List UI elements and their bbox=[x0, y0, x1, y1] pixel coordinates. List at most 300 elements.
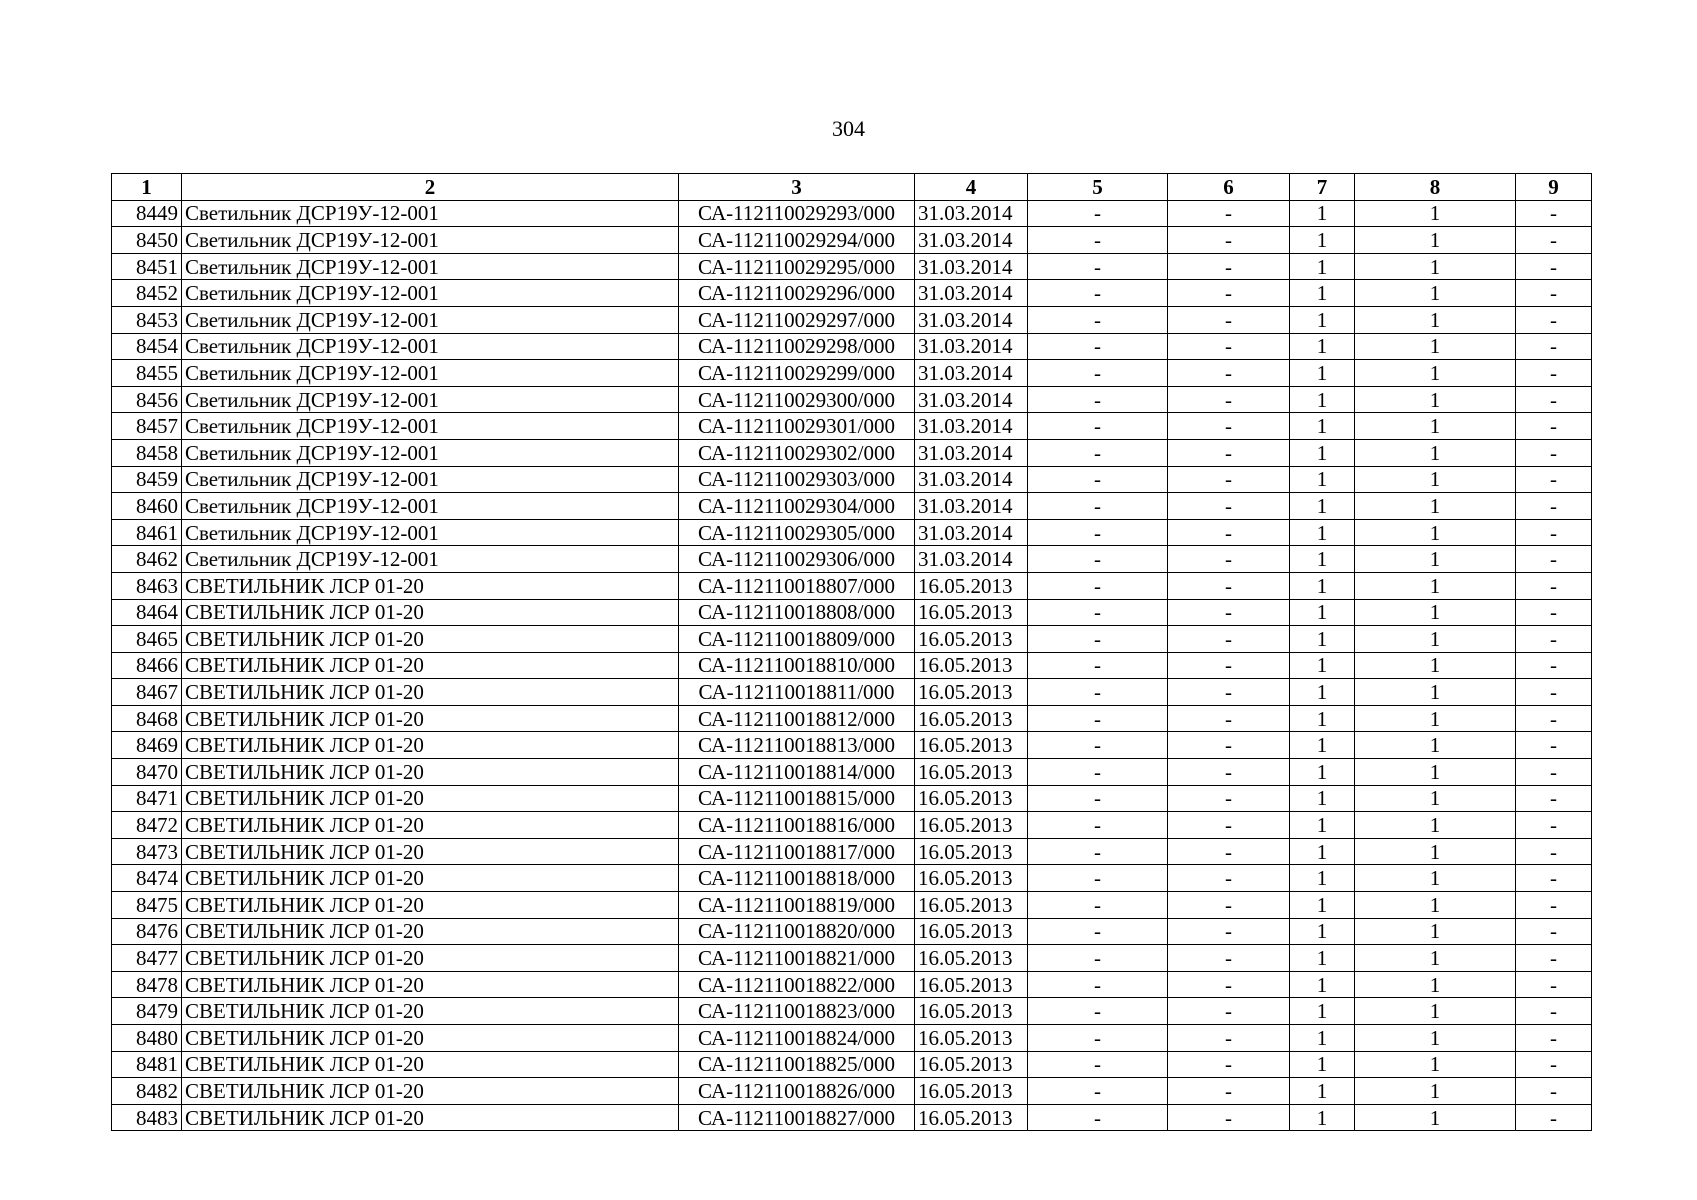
table-row bbox=[112, 652, 1592, 679]
col6-value-cell: - bbox=[1168, 759, 1290, 786]
col8-value-cell: 1 bbox=[1355, 493, 1516, 520]
col8-value-cell: 1 bbox=[1355, 971, 1516, 998]
item-name-cell: Светильник ДСР19У-12-001 bbox=[182, 227, 679, 254]
date-cell: 31.03.2014 bbox=[915, 413, 1028, 440]
col7-value-cell: 1 bbox=[1290, 679, 1355, 706]
col5-value-cell: - bbox=[1028, 679, 1168, 706]
col6-value-cell: - bbox=[1168, 918, 1290, 945]
table-row bbox=[112, 971, 1592, 998]
inventory-number-cell: СА-112110018818/000 bbox=[679, 865, 915, 892]
inventory-number-cell: СА-112110029300/000 bbox=[679, 386, 915, 413]
table-row bbox=[112, 227, 1592, 254]
inventory-number-cell: СА-112110029299/000 bbox=[679, 360, 915, 387]
row-number-cell: 8472 bbox=[112, 812, 182, 839]
col5-value-cell: - bbox=[1028, 759, 1168, 786]
date-cell: 16.05.2013 bbox=[915, 572, 1028, 599]
inventory-number-cell: СА-112110018808/000 bbox=[679, 599, 915, 626]
col7-value-cell: 1 bbox=[1290, 386, 1355, 413]
inventory-number-cell: СА-112110018821/000 bbox=[679, 945, 915, 972]
row-number-cell: 8460 bbox=[112, 493, 182, 520]
column-header: 5 bbox=[1028, 174, 1168, 201]
col8-value-cell: 1 bbox=[1355, 200, 1516, 227]
col9-value-cell: - bbox=[1516, 306, 1592, 333]
date-cell: 16.05.2013 bbox=[915, 838, 1028, 865]
col8-value-cell: 1 bbox=[1355, 1078, 1516, 1105]
item-name-cell: СВЕТИЛЬНИК ЛСР 01-20 bbox=[182, 971, 679, 998]
inventory-number-cell: СА-112110029294/000 bbox=[679, 227, 915, 254]
col9-value-cell: - bbox=[1516, 705, 1592, 732]
row-number-cell: 8456 bbox=[112, 386, 182, 413]
col8-value-cell: 1 bbox=[1355, 865, 1516, 892]
row-number-cell: 8452 bbox=[112, 280, 182, 307]
col8-value-cell: 1 bbox=[1355, 253, 1516, 280]
col7-value-cell: 1 bbox=[1290, 493, 1355, 520]
item-name-cell: СВЕТИЛЬНИК ЛСР 01-20 bbox=[182, 652, 679, 679]
col5-value-cell: - bbox=[1028, 546, 1168, 573]
col7-value-cell: 1 bbox=[1290, 413, 1355, 440]
inventory-number-cell: СА-112110029293/000 bbox=[679, 200, 915, 227]
col8-value-cell: 1 bbox=[1355, 918, 1516, 945]
col6-value-cell: - bbox=[1168, 838, 1290, 865]
col8-value-cell: 1 bbox=[1355, 466, 1516, 493]
row-number-cell: 8477 bbox=[112, 945, 182, 972]
col9-value-cell: - bbox=[1516, 759, 1592, 786]
col6-value-cell: - bbox=[1168, 865, 1290, 892]
col7-value-cell: 1 bbox=[1290, 1051, 1355, 1078]
col9-value-cell: - bbox=[1516, 360, 1592, 387]
table-row bbox=[112, 1104, 1592, 1131]
date-cell: 31.03.2014 bbox=[915, 306, 1028, 333]
col6-value-cell: - bbox=[1168, 466, 1290, 493]
date-cell: 16.05.2013 bbox=[915, 626, 1028, 653]
item-name-cell: СВЕТИЛЬНИК ЛСР 01-20 bbox=[182, 865, 679, 892]
col6-value-cell: - bbox=[1168, 519, 1290, 546]
date-cell: 16.05.2013 bbox=[915, 971, 1028, 998]
col6-value-cell: - bbox=[1168, 439, 1290, 466]
item-name-cell: Светильник ДСР19У-12-001 bbox=[182, 386, 679, 413]
inventory-number-cell: СА-112110018816/000 bbox=[679, 812, 915, 839]
row-number-cell: 8463 bbox=[112, 572, 182, 599]
col5-value-cell: - bbox=[1028, 652, 1168, 679]
table-row bbox=[112, 626, 1592, 653]
col9-value-cell: - bbox=[1516, 892, 1592, 919]
col6-value-cell: - bbox=[1168, 945, 1290, 972]
col9-value-cell: - bbox=[1516, 466, 1592, 493]
inventory-number-cell: СА-112110029296/000 bbox=[679, 280, 915, 307]
col6-value-cell: - bbox=[1168, 1051, 1290, 1078]
col7-value-cell: 1 bbox=[1290, 227, 1355, 254]
row-number-cell: 8471 bbox=[112, 785, 182, 812]
date-cell: 16.05.2013 bbox=[915, 1025, 1028, 1052]
date-cell: 16.05.2013 bbox=[915, 652, 1028, 679]
col6-value-cell: - bbox=[1168, 360, 1290, 387]
row-number-cell: 8453 bbox=[112, 306, 182, 333]
col8-value-cell: 1 bbox=[1355, 679, 1516, 706]
col6-value-cell: - bbox=[1168, 572, 1290, 599]
table-row bbox=[112, 572, 1592, 599]
row-number-cell: 8482 bbox=[112, 1078, 182, 1105]
col9-value-cell: - bbox=[1516, 546, 1592, 573]
col5-value-cell: - bbox=[1028, 918, 1168, 945]
col7-value-cell: 1 bbox=[1290, 759, 1355, 786]
col7-value-cell: 1 bbox=[1290, 1078, 1355, 1105]
col5-value-cell: - bbox=[1028, 280, 1168, 307]
item-name-cell: СВЕТИЛЬНИК ЛСР 01-20 bbox=[182, 732, 679, 759]
date-cell: 16.05.2013 bbox=[915, 785, 1028, 812]
item-name-cell: Светильник ДСР19У-12-001 bbox=[182, 306, 679, 333]
col5-value-cell: - bbox=[1028, 200, 1168, 227]
table-row bbox=[112, 732, 1592, 759]
date-cell: 16.05.2013 bbox=[915, 705, 1028, 732]
col8-value-cell: 1 bbox=[1355, 1104, 1516, 1131]
col7-value-cell: 1 bbox=[1290, 306, 1355, 333]
col7-value-cell: 1 bbox=[1290, 785, 1355, 812]
row-number-cell: 8475 bbox=[112, 892, 182, 919]
col9-value-cell: - bbox=[1516, 519, 1592, 546]
row-number-cell: 8479 bbox=[112, 998, 182, 1025]
col5-value-cell: - bbox=[1028, 1078, 1168, 1105]
col7-value-cell: 1 bbox=[1290, 599, 1355, 626]
col9-value-cell: - bbox=[1516, 1078, 1592, 1105]
date-cell: 31.03.2014 bbox=[915, 546, 1028, 573]
col7-value-cell: 1 bbox=[1290, 439, 1355, 466]
col9-value-cell: - bbox=[1516, 679, 1592, 706]
table-row bbox=[112, 200, 1592, 227]
column-header: 9 bbox=[1516, 174, 1592, 201]
col5-value-cell: - bbox=[1028, 466, 1168, 493]
table-row bbox=[112, 705, 1592, 732]
inventory-number-cell: СА-112110018826/000 bbox=[679, 1078, 915, 1105]
col5-value-cell: - bbox=[1028, 785, 1168, 812]
col7-value-cell: 1 bbox=[1290, 360, 1355, 387]
col5-value-cell: - bbox=[1028, 493, 1168, 520]
inventory-number-cell: СА-112110018827/000 bbox=[679, 1104, 915, 1131]
col6-value-cell: - bbox=[1168, 892, 1290, 919]
col9-value-cell: - bbox=[1516, 785, 1592, 812]
col6-value-cell: - bbox=[1168, 785, 1290, 812]
column-header: 7 bbox=[1290, 174, 1355, 201]
col8-value-cell: 1 bbox=[1355, 759, 1516, 786]
col5-value-cell: - bbox=[1028, 253, 1168, 280]
col5-value-cell: - bbox=[1028, 306, 1168, 333]
item-name-cell: СВЕТИЛЬНИК ЛСР 01-20 bbox=[182, 572, 679, 599]
col7-value-cell: 1 bbox=[1290, 333, 1355, 360]
col6-value-cell: - bbox=[1168, 333, 1290, 360]
col9-value-cell: - bbox=[1516, 812, 1592, 839]
inventory-number-cell: СА-112110018819/000 bbox=[679, 892, 915, 919]
date-cell: 31.03.2014 bbox=[915, 493, 1028, 520]
table-row bbox=[112, 413, 1592, 440]
item-name-cell: СВЕТИЛЬНИК ЛСР 01-20 bbox=[182, 1078, 679, 1105]
col5-value-cell: - bbox=[1028, 998, 1168, 1025]
row-number-cell: 8481 bbox=[112, 1051, 182, 1078]
column-header: 3 bbox=[679, 174, 915, 201]
inventory-number-cell: СА-112110018822/000 bbox=[679, 971, 915, 998]
col9-value-cell: - bbox=[1516, 333, 1592, 360]
column-header: 2 bbox=[182, 174, 679, 201]
date-cell: 16.05.2013 bbox=[915, 892, 1028, 919]
col9-value-cell: - bbox=[1516, 838, 1592, 865]
item-name-cell: СВЕТИЛЬНИК ЛСР 01-20 bbox=[182, 838, 679, 865]
item-name-cell: Светильник ДСР19У-12-001 bbox=[182, 413, 679, 440]
col6-value-cell: - bbox=[1168, 679, 1290, 706]
item-name-cell: СВЕТИЛЬНИК ЛСР 01-20 bbox=[182, 705, 679, 732]
col7-value-cell: 1 bbox=[1290, 546, 1355, 573]
inventory-number-cell: СА-112110018817/000 bbox=[679, 838, 915, 865]
col9-value-cell: - bbox=[1516, 626, 1592, 653]
col6-value-cell: - bbox=[1168, 253, 1290, 280]
row-number-cell: 8469 bbox=[112, 732, 182, 759]
col9-value-cell: - bbox=[1516, 200, 1592, 227]
row-number-cell: 8450 bbox=[112, 227, 182, 254]
col6-value-cell: - bbox=[1168, 306, 1290, 333]
item-name-cell: Светильник ДСР19У-12-001 bbox=[182, 253, 679, 280]
table-row bbox=[112, 599, 1592, 626]
col8-value-cell: 1 bbox=[1355, 546, 1516, 573]
page-number: 304 bbox=[832, 116, 865, 141]
col5-value-cell: - bbox=[1028, 892, 1168, 919]
inventory-number-cell: СА-112110029301/000 bbox=[679, 413, 915, 440]
column-header: 4 bbox=[915, 174, 1028, 201]
col7-value-cell: 1 bbox=[1290, 572, 1355, 599]
date-cell: 16.05.2013 bbox=[915, 865, 1028, 892]
date-cell: 31.03.2014 bbox=[915, 360, 1028, 387]
col9-value-cell: - bbox=[1516, 227, 1592, 254]
col5-value-cell: - bbox=[1028, 227, 1168, 254]
table-header-row bbox=[112, 174, 1592, 201]
table-row bbox=[112, 519, 1592, 546]
col5-value-cell: - bbox=[1028, 360, 1168, 387]
table-row bbox=[112, 280, 1592, 307]
row-number-cell: 8480 bbox=[112, 1025, 182, 1052]
col9-value-cell: - bbox=[1516, 732, 1592, 759]
col8-value-cell: 1 bbox=[1355, 572, 1516, 599]
col5-value-cell: - bbox=[1028, 386, 1168, 413]
col7-value-cell: 1 bbox=[1290, 253, 1355, 280]
col6-value-cell: - bbox=[1168, 599, 1290, 626]
table-row bbox=[112, 759, 1592, 786]
col6-value-cell: - bbox=[1168, 280, 1290, 307]
item-name-cell: СВЕТИЛЬНИК ЛСР 01-20 bbox=[182, 785, 679, 812]
row-number-cell: 8470 bbox=[112, 759, 182, 786]
col9-value-cell: - bbox=[1516, 652, 1592, 679]
inventory-number-cell: СА-112110029305/000 bbox=[679, 519, 915, 546]
table-row bbox=[112, 333, 1592, 360]
table-row bbox=[112, 785, 1592, 812]
col8-value-cell: 1 bbox=[1355, 652, 1516, 679]
row-number-cell: 8467 bbox=[112, 679, 182, 706]
col8-value-cell: 1 bbox=[1355, 705, 1516, 732]
inventory-number-cell: СА-112110018809/000 bbox=[679, 626, 915, 653]
col8-value-cell: 1 bbox=[1355, 333, 1516, 360]
col5-value-cell: - bbox=[1028, 838, 1168, 865]
item-name-cell: СВЕТИЛЬНИК ЛСР 01-20 bbox=[182, 998, 679, 1025]
date-cell: 16.05.2013 bbox=[915, 1078, 1028, 1105]
date-cell: 31.03.2014 bbox=[915, 253, 1028, 280]
col6-value-cell: - bbox=[1168, 732, 1290, 759]
col9-value-cell: - bbox=[1516, 599, 1592, 626]
table-body bbox=[112, 200, 1592, 1131]
date-cell: 16.05.2013 bbox=[915, 599, 1028, 626]
row-number-cell: 8454 bbox=[112, 333, 182, 360]
item-name-cell: Светильник ДСР19У-12-001 bbox=[182, 360, 679, 387]
row-number-cell: 8451 bbox=[112, 253, 182, 280]
col7-value-cell: 1 bbox=[1290, 945, 1355, 972]
inventory-number-cell: СА-112110018812/000 bbox=[679, 705, 915, 732]
col5-value-cell: - bbox=[1028, 945, 1168, 972]
inventory-number-cell: СА-112110018810/000 bbox=[679, 652, 915, 679]
col5-value-cell: - bbox=[1028, 971, 1168, 998]
table-row bbox=[112, 1025, 1592, 1052]
item-name-cell: СВЕТИЛЬНИК ЛСР 01-20 bbox=[182, 1051, 679, 1078]
date-cell: 31.03.2014 bbox=[915, 519, 1028, 546]
col9-value-cell: - bbox=[1516, 998, 1592, 1025]
item-name-cell: СВЕТИЛЬНИК ЛСР 01-20 bbox=[182, 1025, 679, 1052]
table-row bbox=[112, 892, 1592, 919]
item-name-cell: Светильник ДСР19У-12-001 bbox=[182, 546, 679, 573]
date-cell: 31.03.2014 bbox=[915, 200, 1028, 227]
date-cell: 16.05.2013 bbox=[915, 679, 1028, 706]
col6-value-cell: - bbox=[1168, 812, 1290, 839]
row-number-cell: 8459 bbox=[112, 466, 182, 493]
row-number-cell: 8455 bbox=[112, 360, 182, 387]
date-cell: 31.03.2014 bbox=[915, 439, 1028, 466]
inventory-number-cell: СА-112110029304/000 bbox=[679, 493, 915, 520]
col8-value-cell: 1 bbox=[1355, 413, 1516, 440]
date-cell: 31.03.2014 bbox=[915, 466, 1028, 493]
inventory-number-cell: СА-112110018811/000 bbox=[679, 679, 915, 706]
col9-value-cell: - bbox=[1516, 572, 1592, 599]
date-cell: 16.05.2013 bbox=[915, 732, 1028, 759]
date-cell: 16.05.2013 bbox=[915, 812, 1028, 839]
col8-value-cell: 1 bbox=[1355, 945, 1516, 972]
date-cell: 16.05.2013 bbox=[915, 945, 1028, 972]
col6-value-cell: - bbox=[1168, 1025, 1290, 1052]
col7-value-cell: 1 bbox=[1290, 1104, 1355, 1131]
table-row bbox=[112, 439, 1592, 466]
col7-value-cell: 1 bbox=[1290, 200, 1355, 227]
col9-value-cell: - bbox=[1516, 1025, 1592, 1052]
col7-value-cell: 1 bbox=[1290, 971, 1355, 998]
col7-value-cell: 1 bbox=[1290, 1025, 1355, 1052]
inventory-number-cell: СА-112110029295/000 bbox=[679, 253, 915, 280]
row-number-cell: 8466 bbox=[112, 652, 182, 679]
inventory-number-cell: СА-112110029298/000 bbox=[679, 333, 915, 360]
table-row bbox=[112, 546, 1592, 573]
item-name-cell: СВЕТИЛЬНИК ЛСР 01-20 bbox=[182, 759, 679, 786]
inventory-number-cell: СА-112110029302/000 bbox=[679, 439, 915, 466]
col8-value-cell: 1 bbox=[1355, 386, 1516, 413]
date-cell: 31.03.2014 bbox=[915, 227, 1028, 254]
item-name-cell: СВЕТИЛЬНИК ЛСР 01-20 bbox=[182, 679, 679, 706]
column-header: 1 bbox=[112, 174, 182, 201]
item-name-cell: СВЕТИЛЬНИК ЛСР 01-20 bbox=[182, 1104, 679, 1131]
col6-value-cell: - bbox=[1168, 1078, 1290, 1105]
row-number-cell: 8462 bbox=[112, 546, 182, 573]
inventory-number-cell: СА-112110018823/000 bbox=[679, 998, 915, 1025]
col6-value-cell: - bbox=[1168, 493, 1290, 520]
col7-value-cell: 1 bbox=[1290, 865, 1355, 892]
date-cell: 16.05.2013 bbox=[915, 918, 1028, 945]
col7-value-cell: 1 bbox=[1290, 466, 1355, 493]
table-row bbox=[112, 865, 1592, 892]
inventory-number-cell: СА-112110029303/000 bbox=[679, 466, 915, 493]
row-number-cell: 8474 bbox=[112, 865, 182, 892]
col6-value-cell: - bbox=[1168, 705, 1290, 732]
row-number-cell: 8473 bbox=[112, 838, 182, 865]
col7-value-cell: 1 bbox=[1290, 812, 1355, 839]
col8-value-cell: 1 bbox=[1355, 599, 1516, 626]
col9-value-cell: - bbox=[1516, 493, 1592, 520]
col5-value-cell: - bbox=[1028, 626, 1168, 653]
col8-value-cell: 1 bbox=[1355, 785, 1516, 812]
item-name-cell: Светильник ДСР19У-12-001 bbox=[182, 439, 679, 466]
row-number-cell: 8476 bbox=[112, 918, 182, 945]
table-row bbox=[112, 679, 1592, 706]
item-name-cell: Светильник ДСР19У-12-001 bbox=[182, 519, 679, 546]
row-number-cell: 8458 bbox=[112, 439, 182, 466]
col9-value-cell: - bbox=[1516, 386, 1592, 413]
col9-value-cell: - bbox=[1516, 865, 1592, 892]
col5-value-cell: - bbox=[1028, 519, 1168, 546]
inventory-number-cell: СА-112110018807/000 bbox=[679, 572, 915, 599]
col7-value-cell: 1 bbox=[1290, 705, 1355, 732]
row-number-cell: 8468 bbox=[112, 705, 182, 732]
col5-value-cell: - bbox=[1028, 1104, 1168, 1131]
col9-value-cell: - bbox=[1516, 971, 1592, 998]
date-cell: 16.05.2013 bbox=[915, 998, 1028, 1025]
item-name-cell: СВЕТИЛЬНИК ЛСР 01-20 bbox=[182, 945, 679, 972]
table-row bbox=[112, 306, 1592, 333]
column-header: 6 bbox=[1168, 174, 1290, 201]
col9-value-cell: - bbox=[1516, 945, 1592, 972]
item-name-cell: СВЕТИЛЬНИК ЛСР 01-20 bbox=[182, 599, 679, 626]
row-number-cell: 8457 bbox=[112, 413, 182, 440]
col8-value-cell: 1 bbox=[1355, 626, 1516, 653]
col9-value-cell: - bbox=[1516, 1104, 1592, 1131]
row-number-cell: 8465 bbox=[112, 626, 182, 653]
col6-value-cell: - bbox=[1168, 546, 1290, 573]
col8-value-cell: 1 bbox=[1355, 1051, 1516, 1078]
item-name-cell: Светильник ДСР19У-12-001 bbox=[182, 333, 679, 360]
table-row bbox=[112, 386, 1592, 413]
col9-value-cell: - bbox=[1516, 253, 1592, 280]
col5-value-cell: - bbox=[1028, 1051, 1168, 1078]
table-row bbox=[112, 466, 1592, 493]
col6-value-cell: - bbox=[1168, 386, 1290, 413]
date-cell: 16.05.2013 bbox=[915, 1104, 1028, 1131]
col5-value-cell: - bbox=[1028, 599, 1168, 626]
col7-value-cell: 1 bbox=[1290, 626, 1355, 653]
item-name-cell: Светильник ДСР19У-12-001 bbox=[182, 280, 679, 307]
col8-value-cell: 1 bbox=[1355, 360, 1516, 387]
col5-value-cell: - bbox=[1028, 865, 1168, 892]
table-row bbox=[112, 918, 1592, 945]
table-row bbox=[112, 493, 1592, 520]
row-number-cell: 8449 bbox=[112, 200, 182, 227]
col7-value-cell: 1 bbox=[1290, 652, 1355, 679]
item-name-cell: СВЕТИЛЬНИК ЛСР 01-20 bbox=[182, 918, 679, 945]
col6-value-cell: - bbox=[1168, 413, 1290, 440]
inventory-number-cell: СА-112110018815/000 bbox=[679, 785, 915, 812]
col8-value-cell: 1 bbox=[1355, 1025, 1516, 1052]
col8-value-cell: 1 bbox=[1355, 280, 1516, 307]
col5-value-cell: - bbox=[1028, 812, 1168, 839]
date-cell: 16.05.2013 bbox=[915, 759, 1028, 786]
table-row bbox=[112, 360, 1592, 387]
col6-value-cell: - bbox=[1168, 998, 1290, 1025]
col5-value-cell: - bbox=[1028, 732, 1168, 759]
